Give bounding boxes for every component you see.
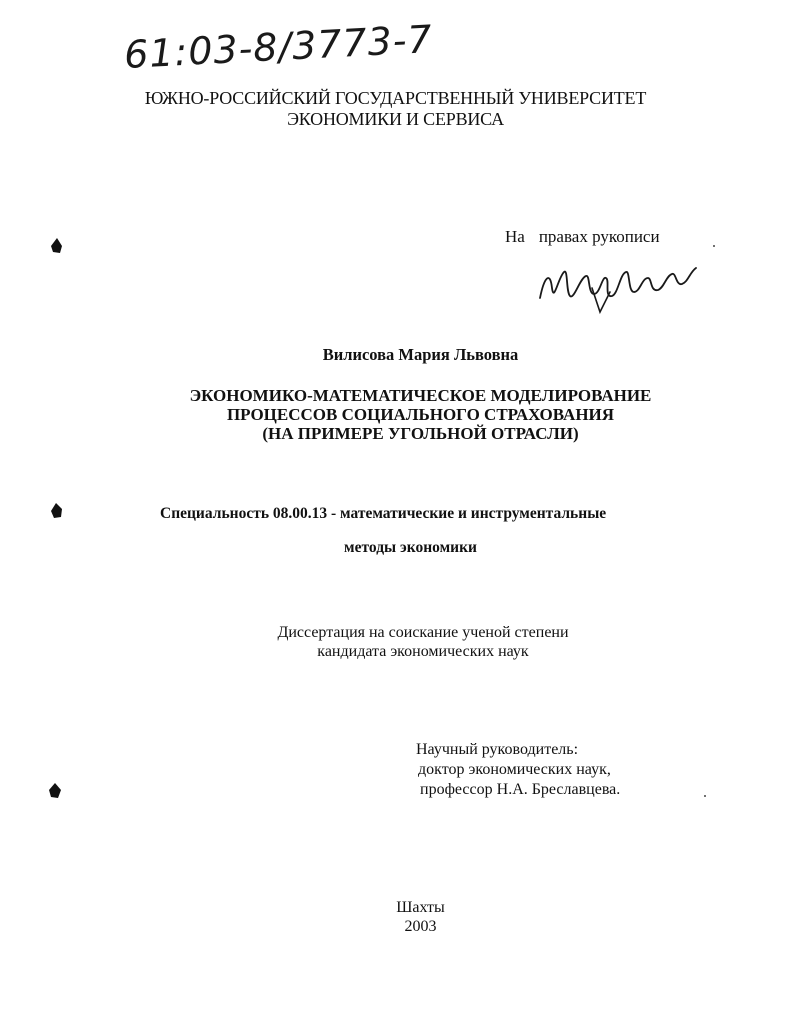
catalog-number-handwritten (118, 12, 438, 82)
scan-speck (704, 795, 706, 797)
university-line-1: ЮЖНО-РОССИЙСКИЙ ГОСУДАРСТВЕННЫЙ УНИВЕРСИТЕТ (144, 88, 647, 108)
specialty-line-2: методы экономики (344, 539, 477, 556)
supervisor-line-2: доктор экономических наук, (418, 761, 611, 778)
signature-drawing (530, 248, 700, 328)
title-line-1: ЭКОНОМИКО-МАТЕМАТИЧЕСКОЕ МОДЕЛИРОВАНИЕ (189, 386, 652, 405)
specialty (0, 505, 791, 557)
city: Шахты (396, 899, 445, 916)
title-line-3: (НА ПРИМЕРЕ УГОЛЬНОЙ ОТРАСЛИ) (262, 424, 579, 443)
degree-line-1: Диссертация на соискание ученой степени (277, 624, 569, 641)
punch-mark-icon (50, 237, 64, 255)
manuscript-note-word-2: правах рукописи (538, 227, 660, 246)
year: 2003 (404, 918, 437, 935)
specialty-line-1: Специальность 08.00.13 - математические и инструментальные (160, 505, 607, 522)
manuscript-note-word-1: На (505, 227, 525, 246)
catalog-number-svg (118, 12, 438, 82)
punch-mark-icon (50, 502, 64, 520)
catalog-number-text: 61:03-8/3773-7 (123, 16, 434, 78)
city-and-year (0, 898, 791, 936)
punch-mark-icon (48, 782, 62, 800)
scientific-supervisor (416, 740, 620, 800)
manuscript-rights-note (505, 227, 660, 247)
scan-speck (713, 245, 715, 247)
title-line-2: ПРОЦЕССОВ СОЦИАЛЬНОГО СТРАХОВАНИЯ (226, 405, 615, 424)
signature-icon (530, 248, 700, 328)
university-name (0, 88, 791, 130)
supervisor-line-3: профессор Н.А. Бреславцева. (420, 781, 621, 798)
degree-line-2: кандидата экономических наук (317, 643, 529, 660)
supervisor-line-1: Научный руководитель: (416, 741, 579, 758)
dissertation-title (0, 386, 791, 443)
university-line-2: ЭКОНОМИКИ И СЕРВИСА (287, 109, 504, 129)
author-name: Вилисова Мария Львовна (322, 345, 519, 364)
degree-statement (0, 623, 791, 661)
